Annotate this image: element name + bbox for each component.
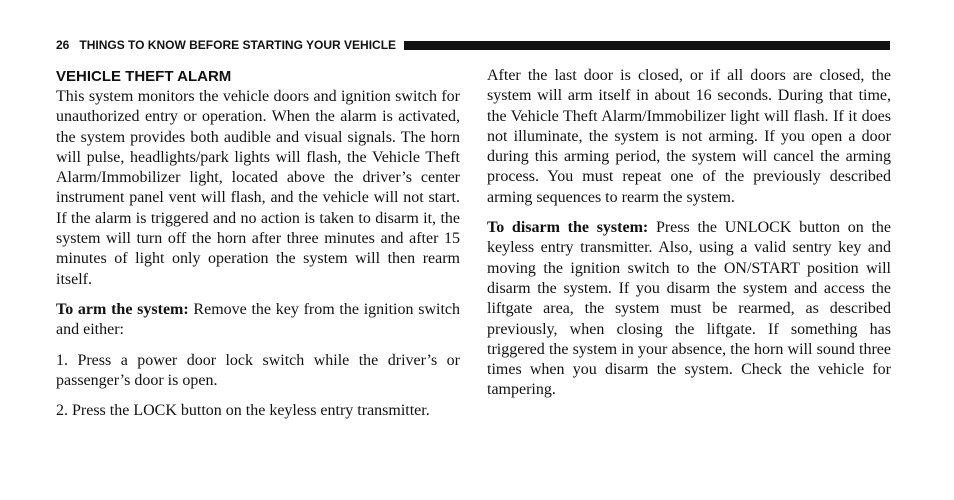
disarm-paragraph — [487, 218, 891, 401]
disarm-lead: To disarm the system: — [487, 219, 649, 237]
arm-text: Remove the key from the ignition switch and either: — [56, 300, 461, 339]
section-heading: VEHICLE THEFT ALARM — [56, 68, 232, 85]
arm-step-2: 2. Press the LOCK button on the keyless entry transmitter. — [56, 402, 430, 420]
arm-paragraph — [56, 300, 460, 341]
running-title: THINGS TO KNOW BEFORE STARTING YOUR VEHICLE — [79, 38, 397, 52]
page-number: 26 — [56, 38, 70, 52]
page-header — [56, 36, 890, 54]
header-rule — [404, 41, 890, 50]
arming-paragraph: After the last door is closed, or if all doors are closed, the system will arm itself in about 16 seconds. During that time, the Vehicle Theft Alarm/Immobilizer light will flash. If it does not illuminate, the system is not arming. If you open a door during this arming period, the system will cancel the arming process. You must repeat one of the previously described arming sequences to rearm the system. — [487, 67, 891, 206]
disarm-text: Press the UNLOCK button on the keyless entry transmitter. Also, using a valid sentry key and moving the ignition switch to the ON/START position will disarm the system. If you disarm the system and access the liftgate area, the system must be rearmed, as described previously, when closing the liftgate. If something has triggered the system in your absence, the horn will sound three times when you disarm the system. Check the vehicle for tampering. — [487, 219, 891, 399]
arm-lead: To arm the system: — [56, 300, 189, 318]
arm-step-1: 1. Press a power door lock switch while the driver’s or passenger’s door is open. — [56, 351, 460, 389]
intro-paragraph: This system monitors the vehicle doors and ignition switch for unauthorized entry or operation. When the alarm is activated, the system provides both audible and visual signals. The horn will pulse, headlights/park lights will flash, the Vehicle Theft Alarm/Immobilizer light, located above the driver’s center instrument panel vent will flash, and the vehicle will not start. If the alarm is triggered and no action is taken to disarm it, the system will turn off the horn after three minutes and after 15 minutes of light only operation the system will then rearm itself. — [56, 88, 460, 288]
right-column — [487, 66, 891, 401]
left-column — [56, 66, 460, 421]
